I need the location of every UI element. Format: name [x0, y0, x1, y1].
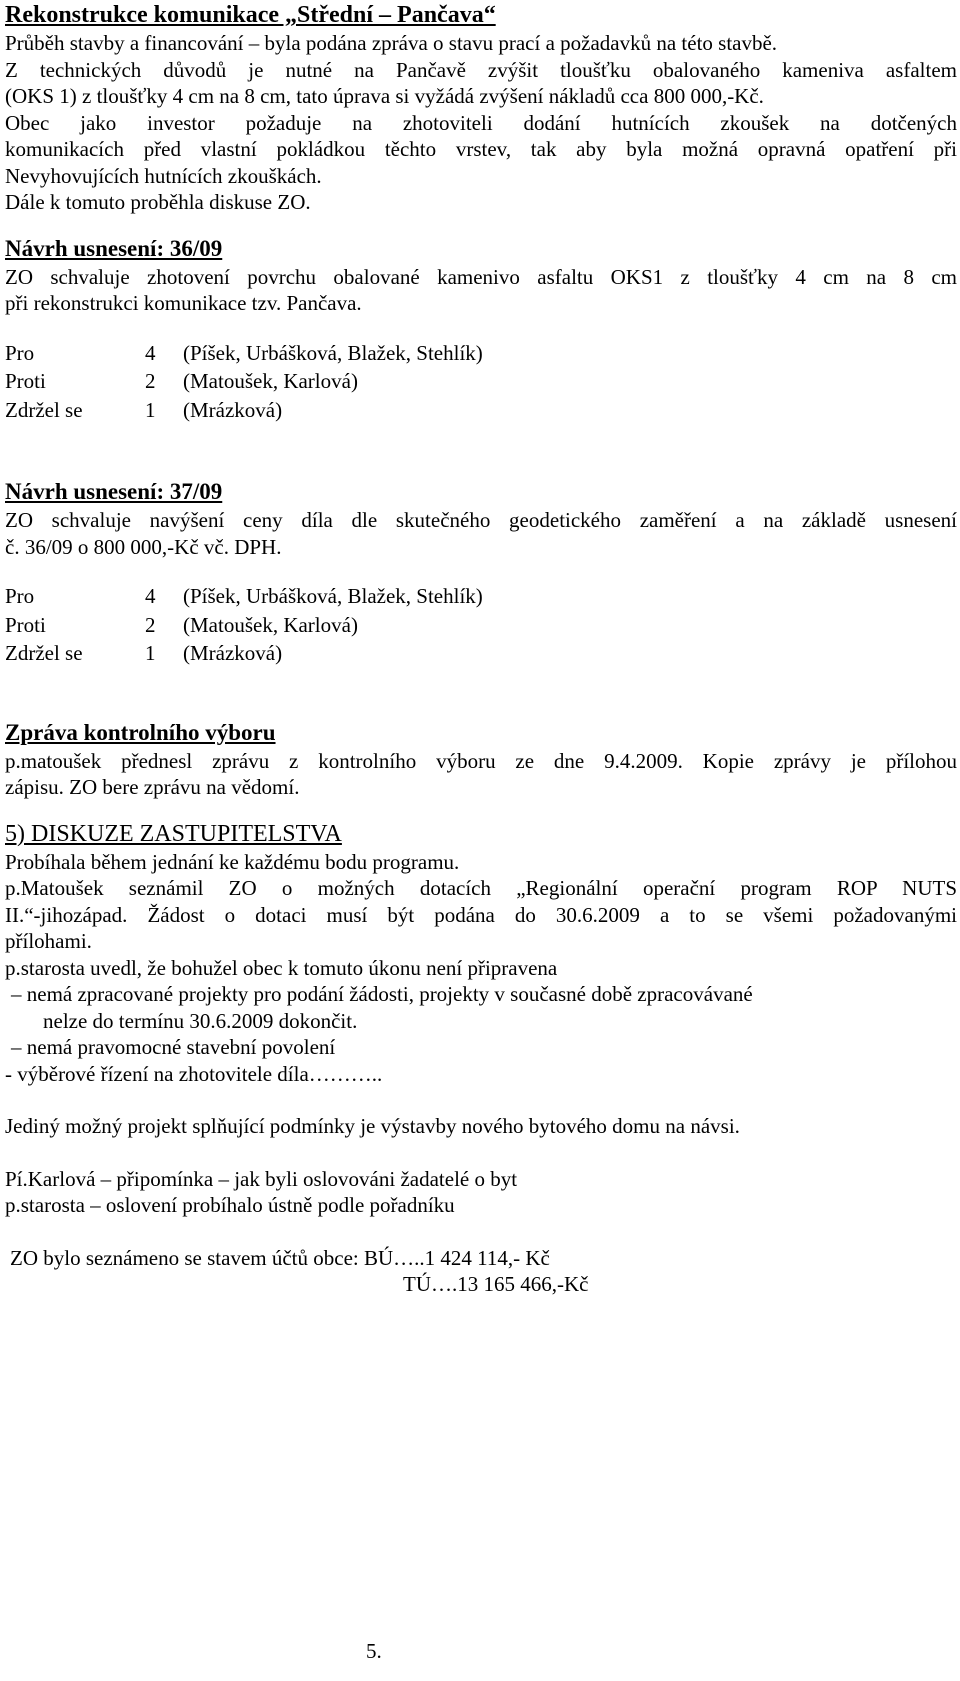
resolution-text: ZO schvaluje navýšení ceny díla dle skutečného geodetického zaměření a na základě usnesení — [5, 508, 957, 532]
paragraph: II.“-jihozápad. Žádost o dotaci musí být podána do 30.6.2009 a to se všemi požadovanými — [5, 902, 957, 927]
resolution-text: při rekonstrukci komunikace tzv. Pančava. — [5, 291, 362, 315]
vote-count: 1 — [145, 641, 156, 665]
vote-label: Zdržel se — [5, 641, 83, 665]
paragraph: komunikacích před vlastní pokládkou těchto vrstev, tak aby byla možná opravná opatření při — [5, 137, 957, 161]
vote-count: 4 — [145, 584, 156, 608]
vote-names: (Matoušek, Karlová) — [183, 369, 358, 393]
paragraph: zápisu. ZO bere zprávu na vědomí. — [5, 775, 300, 799]
vote-label: Zdržel se — [5, 397, 83, 422]
resolution-text: ZO schvaluje zhotovení povrchu obalované kamenivo asfaltu OKS1 z tloušťky 4 cm na 8 cm — [5, 264, 957, 289]
paragraph: Průběh stavby a financování – byla podána zpráva o stavu prací a požadavků na této stavbě. — [5, 31, 778, 55]
resolution-title: Návrh usnesení: 36/09 — [5, 235, 223, 261]
paragraph: Nevyhovujících hutnících zkouškách. — [5, 163, 322, 188]
vote-row — [5, 611, 957, 640]
paragraph: Jediný možný projekt splňující podmínky je výstavby nového bytového domu na návsi. — [5, 1114, 740, 1138]
vote-row — [5, 339, 957, 368]
vote-names: (Mrázková) — [183, 397, 283, 422]
vote-label: Pro — [5, 584, 35, 608]
vote-names: (Píšek, Urbášková, Blažek, Stehlík) — [183, 340, 483, 365]
page-number: 5. — [366, 1639, 382, 1663]
paragraph: p.starosta uvedl, že bohužel obec k tomuto úkonu není připravena — [5, 955, 558, 980]
vote-table — [5, 582, 957, 668]
paragraph: přílohami. — [5, 929, 92, 953]
paragraph: p.matoušek přednesl zprávu z kontrolního výboru ze dne 9.4.2009. Kopie zprávy je přílohou — [5, 748, 957, 773]
resolution-text: č. 36/09 o 800 000,-Kč vč. DPH. — [5, 534, 282, 559]
vote-label: Pro — [5, 340, 35, 365]
section-title: Zpráva kontrolního výboru — [5, 719, 276, 745]
paragraph: p.Matoušek seznámil ZO o možných dotacích „Regionální operační program ROP NUTS — [5, 876, 957, 900]
vote-row — [5, 639, 957, 668]
vote-names: (Matoušek, Karlová) — [183, 612, 358, 637]
section-title: Rekonstrukce komunikace „Střední – Pančava“ — [5, 2, 496, 28]
list-item: – nemá pravomocné stavební povolení — [11, 1035, 336, 1059]
vote-label: Proti — [5, 369, 46, 393]
vote-row — [5, 367, 957, 396]
account-balance-line: ZO bylo seznámeno se stavem účtů obce: BÚ…..1 424 114,- Kč — [10, 1245, 550, 1270]
vote-table — [5, 339, 957, 425]
vote-count: 4 — [145, 340, 156, 365]
list-item: - výběrové řízení na zhotovitele díla……….. — [5, 1061, 383, 1086]
vote-count: 2 — [145, 369, 156, 393]
account-balance-line: TÚ….13 165 466,-Kč — [403, 1272, 589, 1296]
paragraph: (OKS 1) z tloušťky 4 cm na 8 cm, tato úprava si vyžádá zvýšení nákladů cca 800 000,-Kč. — [5, 84, 764, 108]
paragraph: Dále k tomuto proběhla diskuse ZO. — [5, 190, 311, 214]
paragraph: Obec jako investor požaduje na zhotoviteli dodání hutnících zkoušek na dotčených — [5, 110, 957, 135]
list-item: – nemá zpracované projekty pro podání žádosti, projekty v současné době zpracovávané — [11, 982, 753, 1006]
vote-names: (Píšek, Urbášková, Blažek, Stehlík) — [183, 584, 483, 608]
document-page — [5, 0, 957, 1298]
list-item-continuation: nelze do termínu 30.6.2009 dokončit. — [43, 1008, 358, 1033]
vote-row — [5, 396, 957, 425]
paragraph: Probíhala během jednání ke každému bodu programu. — [5, 849, 460, 874]
vote-label: Proti — [5, 612, 46, 637]
vote-names: (Mrázková) — [183, 641, 283, 665]
resolution-title: Návrh usnesení: 37/09 — [5, 479, 223, 504]
vote-row — [5, 582, 957, 611]
section-title: 5) DISKUZE ZASTUPITELSTVA — [5, 820, 342, 847]
vote-count: 1 — [145, 397, 156, 422]
vote-count: 2 — [145, 612, 156, 637]
paragraph: Z technických důvodů je nutné na Pančavě zvýšit tloušťku obalovaného kameniva asfaltem — [5, 57, 957, 82]
paragraph: Pí.Karlová – připomínka – jak byli oslovováni žadatelé o byt — [5, 1166, 518, 1191]
paragraph: p.starosta – oslovení probíhalo ústně podle pořadníku — [5, 1193, 455, 1217]
